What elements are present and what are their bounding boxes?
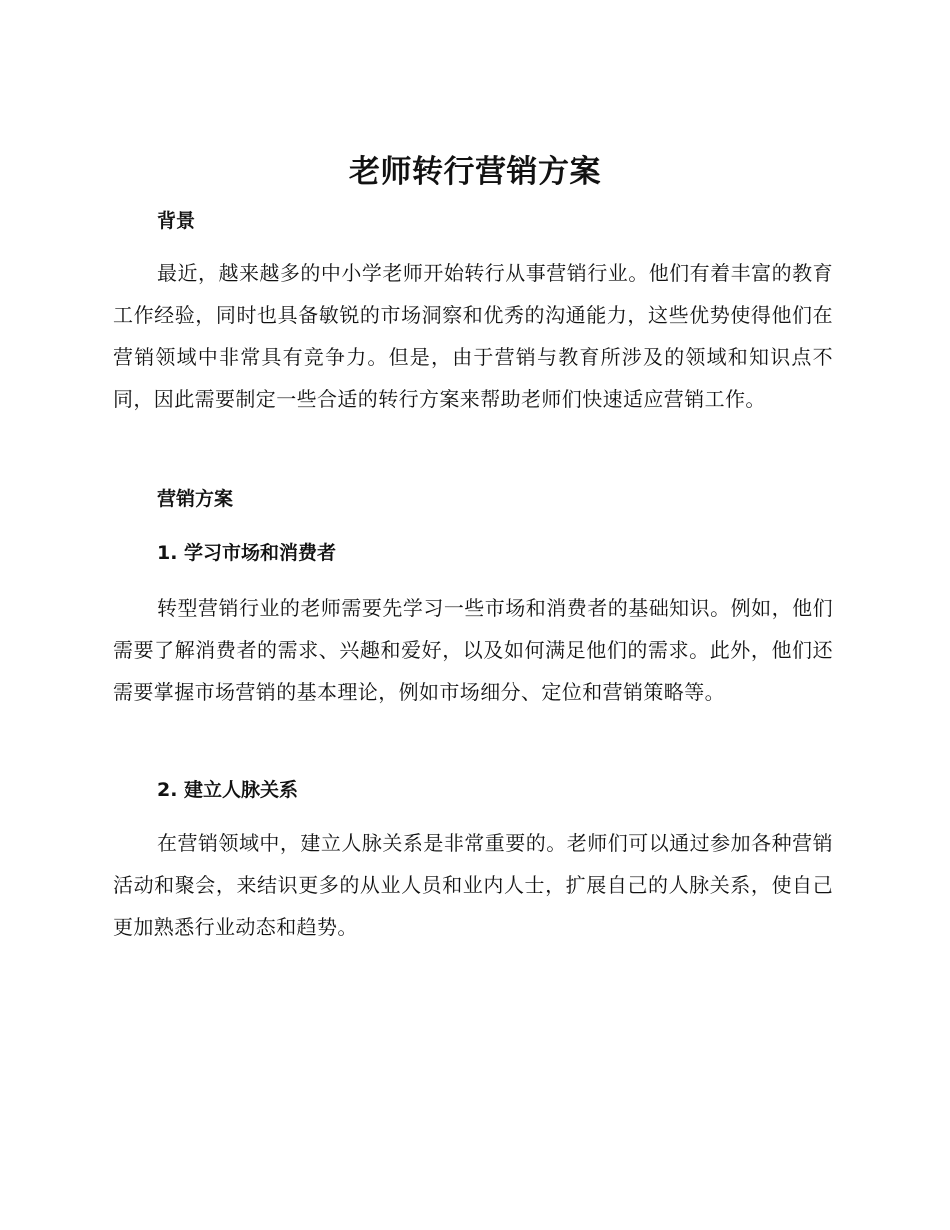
document-title: 老师转行营销方案 (349, 154, 601, 190)
section-heading-build-network: 2. 建立人脉关系 (157, 779, 299, 801)
build-network-paragraph: 在营销领域中，建立人脉关系是非常重要的。老师们可以通过参加各种营销活动和聚会，来结识更多的从业人员和业内人士，扩展自己的人脉关系，使自己更加熟悉行业动态和趋势。 (113, 831, 833, 939)
background-paragraph: 最近，越来越多的中小学老师开始转行从事营销行业。他们有着丰富的教育工作经验，同时也具备敏锐的市场洞察和优秀的沟通能力，这些优势使得他们在营销领域中非常具有竞争力。但是，由于营销与教育所涉及的领域和知识点不同，因此需要制定一些合适的转行方案来帮助老师们快速适应营销工作。 (113, 261, 833, 411)
section-heading-background: 背景 (157, 210, 196, 232)
section-heading-learn-market: 1. 学习市场和消费者 (157, 542, 337, 564)
learn-market-paragraph: 转型营销行业的老师需要先学习一些市场和消费者的基础知识。例如，他们需要了解消费者的需求、兴趣和爱好，以及如何满足他们的需求。此外，他们还需要掌握市场营销的基本理论，例如市场细分、定位和营销策略等。 (113, 596, 833, 704)
section-heading-marketing-plan: 营销方案 (157, 488, 234, 510)
